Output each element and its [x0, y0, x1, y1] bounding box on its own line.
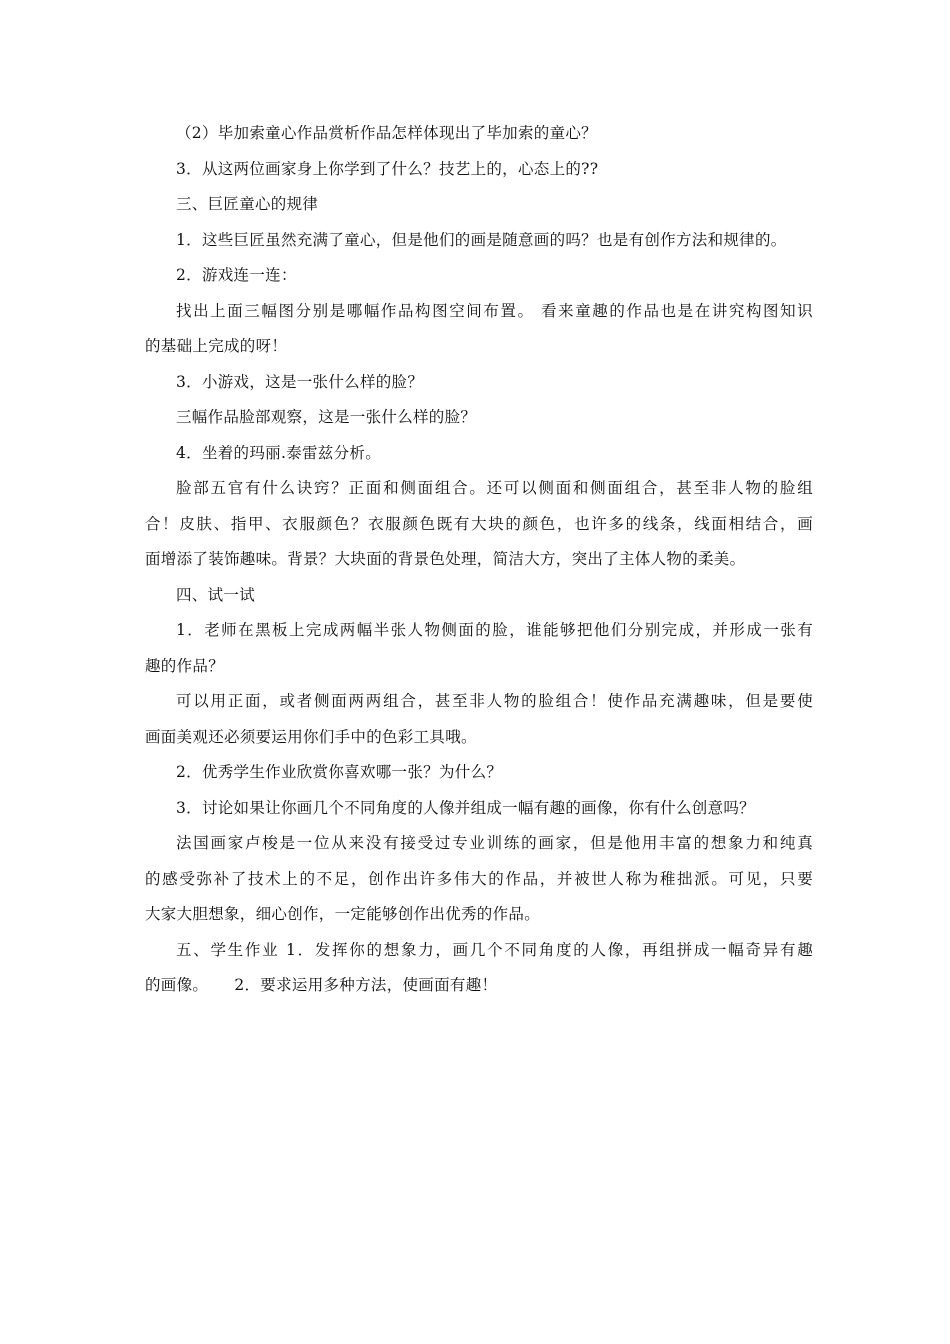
- paragraph-line: 1．这些巨匠虽然充满了童心，但是他们的画是随意画的吗？也是有创作方法和规律的。: [176, 230, 787, 249]
- paragraph-line: 找出上面三幅图分别是哪幅作品构图空间布置。 看来童趣的作品也是在讲究构图知识: [176, 301, 813, 320]
- paragraph-line: （2）毕加索童心作品赏析作品怎样体现出了毕加索的童心？: [176, 124, 597, 142]
- paragraph-line: 3．从这两位画家身上你学到了什么？技艺上的，心态上的??: [176, 159, 599, 178]
- paragraph-line: 脸部五官有什么诀窍？正面和侧面组合。还可以侧面和侧面组合，甚至非人物的脸组: [176, 479, 813, 497]
- paragraph-line: 3．小游戏，这是一张什么样的脸？: [176, 372, 424, 391]
- paragraph-line: 画面美观还必须要运用你们手中的色彩工具哦。: [145, 727, 477, 746]
- paragraph-line: 的画像。 2．要求运用多种方法，使画面有趣！: [145, 976, 498, 994]
- paragraph-line: 3．讨论如果让你画几个不同角度的人像并组成一幅有趣的画像，你有什么创意吗？: [176, 798, 755, 817]
- section-heading: 五、学生作业 1．发挥你的想象力，画几个不同角度的人像，再组拼成一幅奇异有趣: [176, 940, 813, 959]
- paragraph-line: 的感受弥补了技术上的不足，创作出许多伟大的作品，并被世人称为稚拙派。可见，只要: [145, 869, 813, 888]
- paragraph-line: 面增添了装饰趣味。背景？大块面的背景色处理，简洁大方，突出了主体人物的柔美。: [145, 550, 746, 568]
- paragraph-line: 法国画家卢梭是一位从来没有接受过专业训练的画家，但是他用丰富的想象力和纯真: [176, 834, 813, 852]
- paragraph-line: 的基础上完成的呀！: [145, 337, 288, 355]
- document-body: [145, 116, 813, 1004]
- section-heading: 三、巨匠童心的规律: [176, 195, 319, 213]
- paragraph-line: 合！皮肤、指甲、衣服颜色？衣服颜色既有大块的颜色，也许多的线条，线面相结合，画: [145, 514, 813, 533]
- paragraph-line: 2．游戏连一连：: [176, 266, 297, 284]
- paragraph-line: 三幅作品脸部观察，这是一张什么样的脸？: [176, 408, 477, 426]
- paragraph-line: 2．优秀学生作业欣赏你喜欢哪一张？为什么？: [176, 763, 503, 781]
- paragraph-line: 可以用正面，或者侧面两两组合，甚至非人物的脸组合！使作品充满趣味，但是要使: [176, 692, 813, 710]
- paragraph-line: 1．老师在黑板上完成两幅半张人物侧面的脸，谁能够把他们分别完成，并形成一张有: [176, 621, 813, 639]
- paragraph-line: 大家大胆想象，细心创作，一定能够创作出优秀的作品。: [145, 905, 541, 923]
- section-heading: 四、试一试: [176, 585, 256, 604]
- paragraph-line: 4．坐着的玛丽.泰雷兹分析。: [176, 443, 381, 462]
- paragraph-line: 趣的作品？: [145, 656, 225, 675]
